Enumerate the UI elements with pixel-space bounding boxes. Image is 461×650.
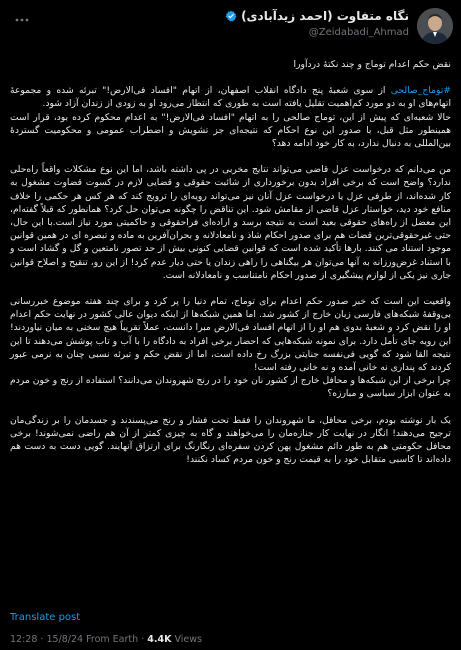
post-title: نقض حکم اعدام توماج و چند نکتۀ دردآورا: [293, 59, 451, 70]
verified-badge-icon: [225, 10, 237, 22]
post-header: [0, 0, 461, 46]
post-paragraph-5: چرا برخی از این شبکه‌ها و محافل خارج از کشور نان خود را در رنج شهروندان می‌دانند؟ استفاده از رنج و خون مردم به عنوان ابزار سیاسی و مبارزه؟: [10, 375, 451, 400]
hashtag-link[interactable]: #توماج_صالحی: [390, 85, 451, 97]
post-paragraph-3: من می‌دانم که درخواست عزل قاضی می‌تواند نتایج مخربی در پی داشته باشد، اما این نوع مشکلات واقعاً راه‌حلی ندارد؟ واضح است که برخی افراد بدون برخورداری از شائبت حقوقی و قضایی لازم در کسوت قضاوت مشغول به کار شده‌اند، از طرفی عزل یا درخواست عزل آنان نیز می‌تواند رویه‌ای را ترویج کند که هر کس هر حکمی را خلاف منافع خود دید، خواستار عزل قاضی از مقامش شود. این تناقض را چگونه می‌توان حل کرد؟ همانطور که قبلاً گفته‌ام، این معضل از راه‌های حقوقی بعید است به نتیجه برسد و اراده‌ای فراحقوقی و حاکمیتی مورد نیاز است.با این حال، حتی غیرحقوقی‌ترین قضات هم برای صدور احکام شاذ و نامعادلانه و بحران‌آفرین به ماده و تبصره ای در همین قوانین موجود استناد می کنند. بارها تأکید شده است که قوانین قضایی کنونی بیش از حد تصور نامتعین و گل و گشاد است و با استناد غرض‌ورزانه به آنها می‌توان هر بیگناهی را راهی زندان یا حتی دیار عدم کرد! از این رو، تنقیح و اصلاح قوانین جاری نیز یکی از لوازم پیشگیری از صدور احکام نامتناسب و نامعادلانه است.: [10, 164, 451, 281]
views-label: Views: [174, 634, 202, 645]
translate-post-link[interactable]: Translate post: [10, 612, 81, 623]
post-date[interactable]: 15/8/24: [46, 634, 84, 645]
avatar[interactable]: [417, 8, 453, 44]
post-paragraph-6: یک بار نوشته بودم، برخی محافل، ما شهروندان را فقط تحت فشار و رنج می‌پسندند و جسدمان را بر زندگی‌مان ترجیح می‌دهند! انگار در نهایت کار جنازه‌مان را می‌خواهند و گاه به چیزی کمتر از آن هم راضی نمی‌شوند! برخی محافل حکومتی هم به طور دائم مشغول پهن کردن سفره‌ای رنگارنگ برای ارتزاق آنهایند. گویی دست به دست هم داده‌اند تا کاسبی متقابل خود را به قیمت رنج و خون مردم کساد نکنند!: [10, 414, 451, 466]
post-source: From Earth: [86, 634, 139, 645]
author-display-name[interactable]: نگاه متفاوت (احمد زیدآبادی): [241, 9, 409, 23]
post-paragraph-2: حالا شعبه‌ای که پیش از این، توماج صالحی را به اتهام "افساد فی‌الارض!" به اعدام محکوم کرده بود، قرار است همینطور مثل قبل، با صدور این نوع احکام که نتیجه‌ای جز تشویش و اضطراب عمومی و محکومیت گستردۀ بین‌المللی به دنبال ندارد، به کار خود ادامه دهد؟: [10, 111, 451, 150]
post-paragraph-4: واقعیت این است که خبر صدور حکم اعدام برای توماج، تمام دنیا را پر کرد و برای چند هفته موضوع خبررسانی بی‌وقفۀ شبکه‌های فارسی زبان خارج از کشور شد. اما همین شبکه‌ها از اینکه دیوان عالی کشور در نهایت حکم اعدام او را نقض کرد و شعبۀ بدوی هم او را از اتهام افساد فی‌الارض مبرا دانست، عملاً تقریباً هیچ سخنی به میان نیاوردند! این رویه جای تأمل دارد. برای نمونه شبکه‌هایی که احضار برخی افراد به دادگاه را با آب و تاب پوشش می‌دهند تا این نتیجه القا شود که گویی فی‌نفسه جنایتی بزرگ رخ داده است، اما از نقض حکم و تبرئه نسبی چنان به نرمی عبور کردند که پنداری نه خانی آمده و نه خانی رفته است! چرا برخی از این شبکه‌ها و محافل خارج از کشور نان خود را در رنج شهروندان می‌دانند؟ استفاده از رنج و خون مردم به عنوان ابزار سیاسی و مبارزه؟: [10, 296, 451, 400]
post-meta: 12:28 · 15/8/24 From Earth · 4.4K Views: [10, 634, 202, 645]
post-time[interactable]: 12:28: [10, 634, 38, 645]
post-text: [10, 58, 451, 479]
author-handle[interactable]: @Zeidabadi_Ahmad: [308, 27, 409, 38]
post-paragraph-1: #توماج_صالحی از سوی شعبۀ پنج دادگاه انقلاب اصفهان، از اتهام "افساد فی‌الارض!" تبرئه شده و مجموعۀ اتهام‌های او به دو مورد کم‌اهمیت تقلیل یافته است به طوری که انتظار می‌رود او به زودی از زندان آزاد شود. حالا شعبه‌ای که پیش از این، توماج صالحی را به اتهام "افساد فی‌الارض!" به اعدام محکوم کرده بود، قرار است همینطور مثل قبل، با صدور این نوع احکام که نتیجه‌ای جز تشویش و اضطراب عمومی و محکومیت گستردۀ بین‌المللی به دنبال ندارد، به کار خود ادامه دهد؟: [10, 85, 451, 150]
author-name-row[interactable]: [225, 9, 409, 23]
avatar-portrait-icon: [417, 8, 453, 44]
view-count: 4.4K: [147, 634, 172, 645]
more-options-icon[interactable]: [14, 12, 30, 28]
